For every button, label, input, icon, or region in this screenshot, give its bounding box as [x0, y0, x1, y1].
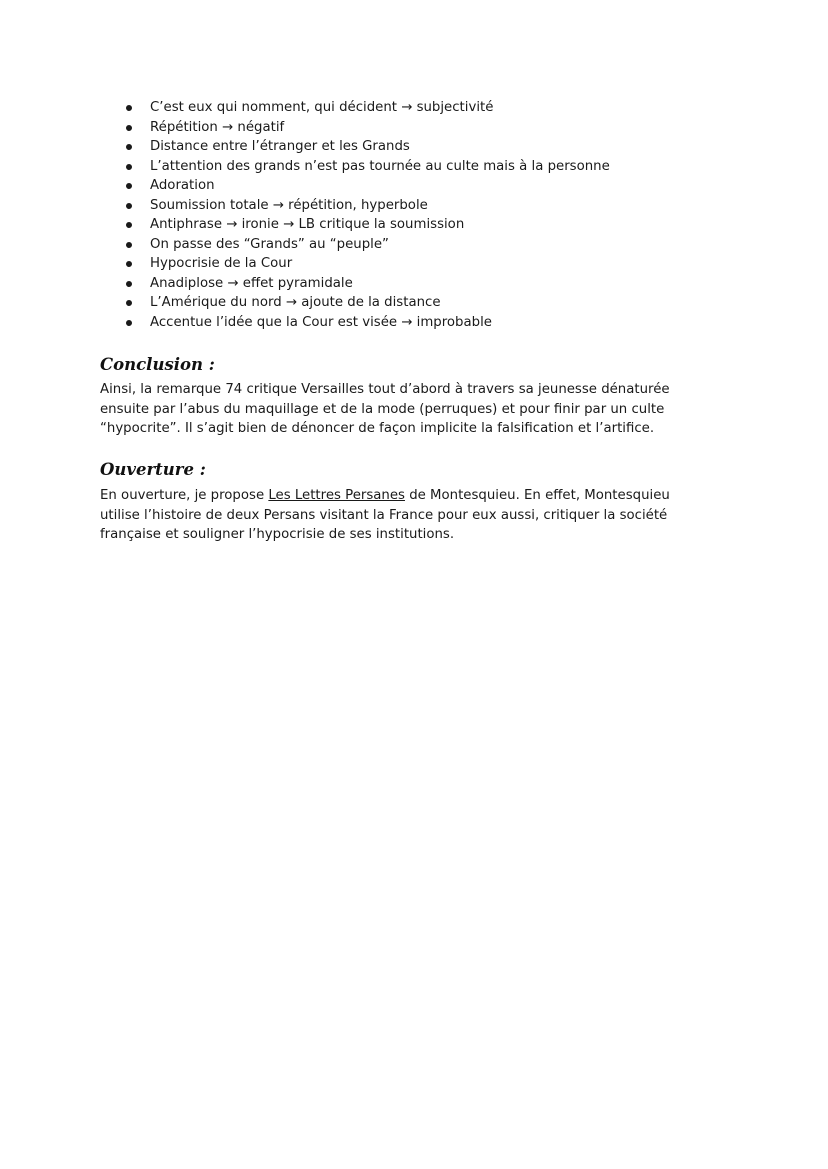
ouverture-heading: Ouverture : [100, 460, 206, 479]
bullet-dot-icon [126, 222, 132, 228]
list-item-text: Distance entre l’étranger et les Grands [150, 139, 410, 154]
list-item-text: Soumission totale → répétition, hyperbole [150, 197, 428, 213]
bullet-dot-icon [126, 183, 132, 189]
list-item-text: Adoration [150, 178, 215, 193]
bullet-dot-icon [126, 300, 132, 306]
conclusion-line: Ainsi, la remarque 74 critique Versailles tout d’abord à travers sa jeunesse dénaturée [100, 382, 670, 397]
bullet-dot-icon [126, 125, 132, 131]
list-item [120, 293, 760, 313]
list-item-text: Répétition → négatif [150, 119, 285, 135]
conclusion-paragraph [100, 380, 720, 439]
ouverture-line-start: En ouverture, je propose [100, 488, 269, 503]
list-item-text: On passe des “Grands” au “peuple” [150, 236, 389, 252]
ouverture-line-end: de Montesquieu. En effet, Montesquieu [404, 488, 670, 503]
list-item [120, 235, 760, 255]
list-item-text: Accentue l’idée que la Cour est visée → improbable [150, 314, 492, 330]
ouverture-paragraph [100, 486, 720, 545]
list-item [120, 313, 760, 333]
list-item-text: L’Amérique du nord → ajoute de la distance [150, 295, 441, 310]
bullet-dot-icon [126, 261, 132, 267]
bullet-dot-icon [126, 203, 132, 209]
list-item [120, 118, 760, 138]
conclusion-line: ensuite par l’abus du maquillage et de la mode (perruques) et pour finir par un culte [100, 401, 665, 417]
bullet-dot-icon [126, 105, 132, 111]
list-item [120, 137, 760, 157]
list-item-text: Anadiplose → effet pyramidale [150, 275, 353, 291]
list-item [120, 176, 760, 196]
list-item-text: C’est eux qui nomment, qui décident → subjectivité [150, 100, 494, 115]
conclusion-heading: Conclusion : [100, 355, 215, 374]
list-item-text: Hypocrisie de la Cour [150, 256, 293, 271]
list-item-text: L’attention des grands n’est pas tournée au culte mais à la personne [150, 158, 610, 174]
analysis-bullet-list [120, 98, 760, 332]
bullet-dot-icon [126, 144, 132, 150]
list-item [120, 98, 760, 118]
bullet-dot-icon [126, 242, 132, 248]
book-title-link[interactable]: Les Lettres Persanes [268, 488, 405, 503]
bullet-dot-icon [126, 281, 132, 287]
list-item [120, 254, 760, 274]
bullet-dot-icon [126, 164, 132, 170]
list-item [120, 274, 760, 294]
bullet-dot-icon [126, 320, 132, 326]
list-item [120, 196, 760, 216]
ouverture-line: utilise l’histoire de deux Persans visitant la France pour eux aussi, critiquer la société [100, 507, 668, 523]
list-item-text: Antiphrase → ironie → LB critique la soumission [150, 217, 465, 232]
ouverture-line: française et souligner l’hypocrisie de ses institutions. [100, 527, 455, 542]
list-item [120, 215, 760, 235]
conclusion-line: “hypocrite”. Il s’agit bien de dénoncer de façon implicite la falsification et l’artifice. [100, 421, 655, 436]
list-item [120, 157, 760, 177]
ouverture-line [100, 486, 720, 506]
